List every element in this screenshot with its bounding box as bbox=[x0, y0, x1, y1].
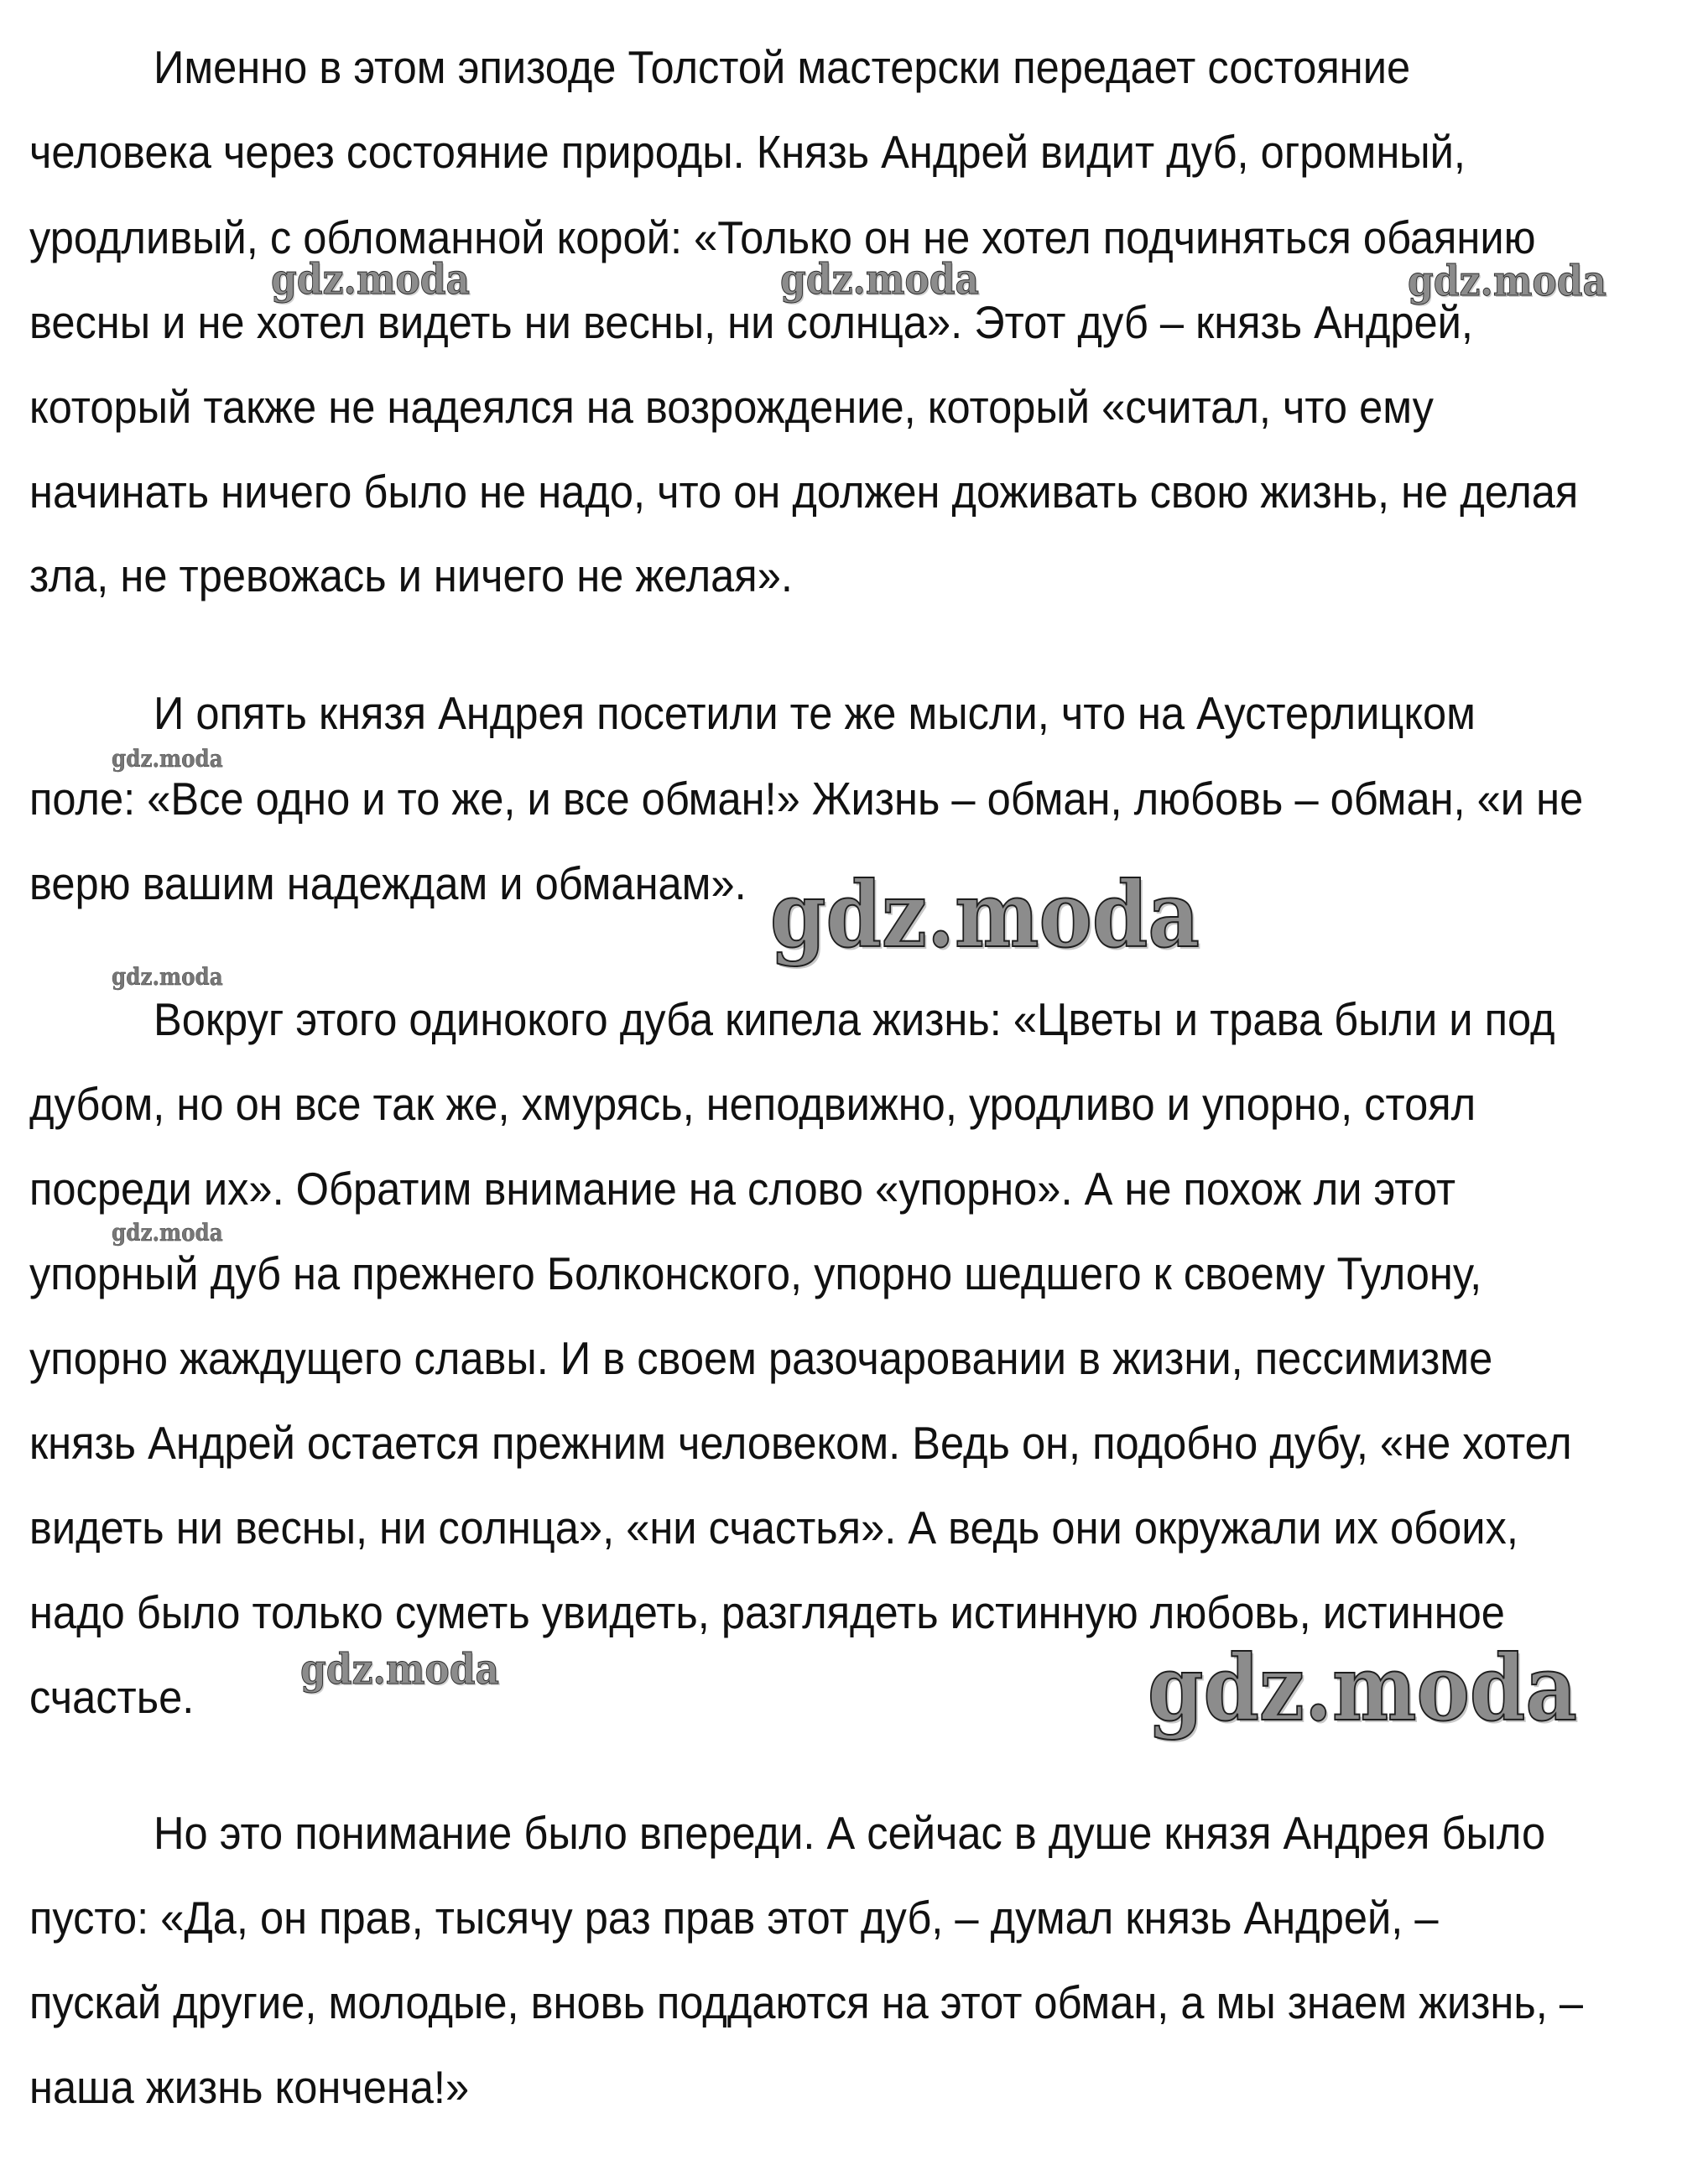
text-line: посреди их». Обратим внимание на слово «упорно». А не похож ли этот bbox=[29, 1163, 1456, 1215]
text-line: Именно в этом эпизоде Толстой мастерски передает состояние bbox=[154, 41, 1411, 93]
text-line: пусто: «Да, он прав, тысячу раз прав этот дуб, – думал князь Андрей, – bbox=[29, 1892, 1439, 1944]
text-line: Но это понимание было впереди. А сейчас в душе князя Андрея было bbox=[154, 1807, 1546, 1859]
text-line: весны и не хотел видеть ни весны, ни солнца». Этот дуб – князь Андрей, bbox=[29, 296, 1474, 348]
text-line: Вокруг этого одинокого дуба кипела жизнь: «Цветы и трава были и под bbox=[154, 993, 1555, 1045]
text-line: счастье. bbox=[29, 1671, 195, 1723]
text-line: упорно жаждущего славы. И в своем разочаровании в жизни, пессимизме bbox=[29, 1332, 1493, 1384]
text-line: князь Андрей остается прежним человеком. Ведь он, подобно дубу, «не хотел bbox=[29, 1417, 1572, 1469]
text-line: который также не надеялся на возрождение, который «считал, что ему bbox=[29, 381, 1434, 433]
text-line: пускай другие, молодые, вновь поддаются на этот обман, а мы знаем жизнь, – bbox=[29, 1976, 1584, 2028]
text-line: уродливый, с обломанной корой: «Только он не хотел подчиняться обаянию bbox=[29, 211, 1536, 263]
watermark: gdz.moda bbox=[1148, 1636, 1577, 1741]
text-line: И опять князя Андрея посетили те же мысли, что на Аустерлицком bbox=[154, 687, 1476, 739]
watermark: gdz.moda bbox=[300, 1644, 500, 1694]
text-line: начинать ничего было не надо, что он должен доживать свою жизнь, не делая bbox=[29, 466, 1579, 518]
text-line: упорный дуб на прежнего Болконского, упорно шедшего к своему Тулону, bbox=[29, 1247, 1482, 1299]
watermark: gdz.moda bbox=[770, 862, 1200, 968]
text-line: дубом, но он все так же, хмурясь, неподвижно, уродливо и упорно, стоял bbox=[29, 1078, 1476, 1130]
watermark: gdz.moda bbox=[780, 254, 980, 304]
text-line: надо было только суметь увидеть, разглядеть истинную любовь, истинное bbox=[29, 1586, 1505, 1638]
watermark: gdz.moda bbox=[112, 1219, 223, 1247]
watermark: gdz.moda bbox=[1408, 256, 1607, 305]
watermark: gdz.moda bbox=[271, 254, 471, 304]
text-line: видеть ни весны, ни солнца», «ни счастья». А ведь они окружали их обоих, bbox=[29, 1502, 1518, 1554]
text-line: поле: «Все одно и то же, и все обман!» Жизнь – обман, любовь – обман, «и не bbox=[29, 773, 1584, 825]
text-line: человека через состояние природы. Князь Андрей видит дуб, огромный, bbox=[29, 126, 1466, 178]
text-line: зла, не тревожась и ничего не желая». bbox=[29, 549, 793, 601]
watermark: gdz.moda bbox=[112, 745, 223, 773]
watermark: gdz.moda bbox=[112, 963, 223, 991]
text-line: наша жизнь кончена!» bbox=[29, 2061, 470, 2113]
text-line: верю вашим надеждам и обманам». bbox=[29, 857, 747, 909]
